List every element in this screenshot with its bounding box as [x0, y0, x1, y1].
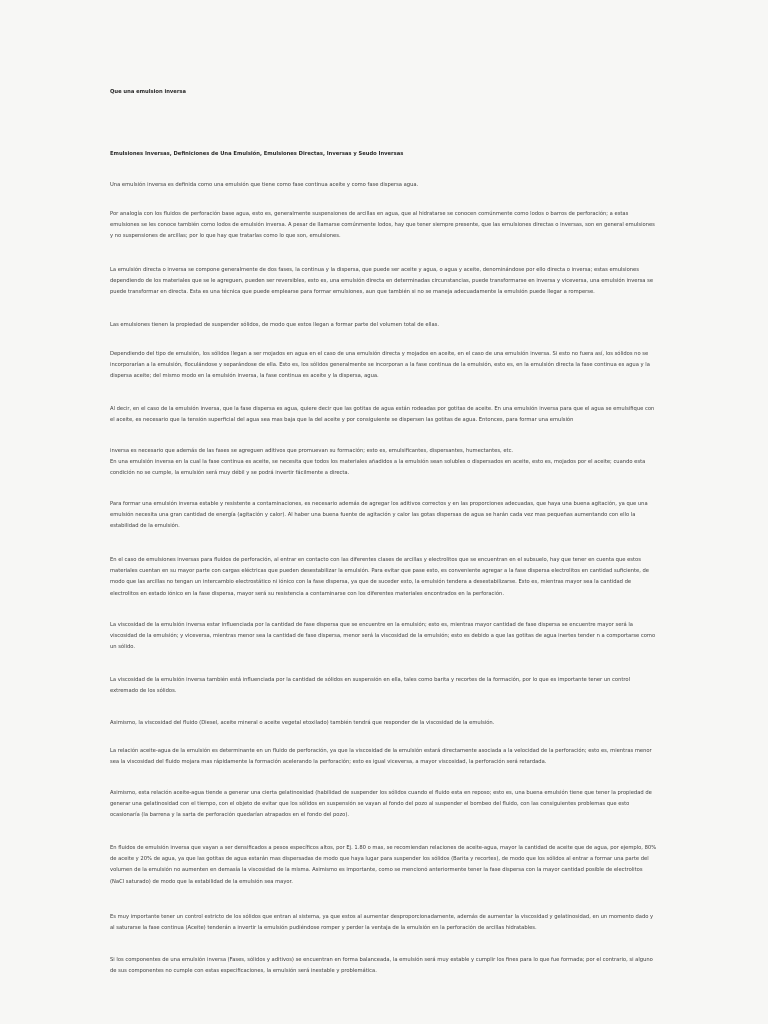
paragraph: Dependiendo del tipo de emulsión, los sólidos llegan a ser mojados en agua en el caso de una emulsión directa y mojados en aceite, en el caso de una emulsión inversa. Si esto no fuera así, los sólidos no se incorporarían a la emulsión, floculándose y separándose de ella. Esto es, los sólidos generalmente se incorporan a la fase continua de la emulsión, esto es, en la emulsión directa la fase continua es agua y la dispersa aceite; del mismo modo en la emulsión inversa, la fase continua es aceite y la dispersa, agua.	[110, 351, 650, 380]
paragraph: Asimismo, la viscosidad del fluido (Diesel, aceite mineral o aceite vegetal etoxilado) también tendrá que responder de la viscosidad de la emulsión.	[110, 720, 495, 726]
paragraph: Por analogía con los fluidos de perforación base agua, esto es, generalmente suspensiones de arcillas en agua, que al hidratarse se conocen comúnmente como lodos o barros de perforación; a estas emulsiones se les conoce también como lodos de emulsión inversa. A pesar de llamarse comúnmente lodos, hay que tener siempre presente, que las emulsiones directas o inversas, son en general emulsiones y no suspensiones de arcillas; por lo que hay que tratarlas como lo que son, emulsiones.	[110, 211, 655, 240]
paragraph: La viscosidad de la emulsión inversa también está influenciada por la cantidad de sólidos en suspensión en ella, tales como barita y recortes de la formación, por lo que es importante tener un control extremado de los sólidos.	[110, 677, 631, 695]
paragraph: En fluidos de emulsión inversa que vayan a ser densificados a pesos específicos altos, por Ej. 1.80 o mas, se recomiendan relaciones de aceite-agua, mayor la cantidad de aceite que de agua, por ejemplo, 80% de aceite y 20% de agua, ya que las gotitas de agua estarán mas dispersadas de modo que haya lugar para suspender los sólidos (Barita y recortes), de modo que los sólidos al entrar a formar una parte del volumen de la emulsión no aumenten en demasía la viscosidad de la misma. Asimismo es importante, como se mencionó anteriormente tener la fase dispersa con la mayor cantidad posible de electrolitos (NaCl saturado) de modo que la estabilidad de la emulsión sea mayor.	[110, 845, 657, 885]
document-heading: Emulsiones Inversas, Definiciones de Una Emulsión, Emulsiones Directas, Inversas y Seudo Inversas	[110, 151, 404, 157]
paragraph: En el caso de emulsiones inversas para fluidos de perforación, al entrar en contacto con las diferentes clases de arcillas y electrolitos que se encuentran en el subsuelo, hay que tener en cuenta que estos materiales cuentan en su mayor parte con cargas eléctricas que pueden desestabilizar la emulsión. Para evitar que pase esto, es conveniente agregar a la fase dispersa electrolitos en cantidad suficiente, de modo que las arcillas no tengan un intercambio electrostático ni iónico con la fase dispersa, ya que de suceder esto, la emulsión tendera a desestabilizarse. Esto es, mientras mayor sea la cantidad de electrolitos en estado iónico en la fase dispersa, mayor será su resistencia a contaminarse con los diferentes materiales encontrados en la perforación.	[110, 557, 649, 597]
paragraph: Si los componentes de una emulsión inversa (Fases, sólidos y aditivos) se encuentran en forma balanceada, la emulsión será muy estable y cumplir los fines para lo que fue formada; por el contrario, si alguno de sus componentes no cumple con estas especificaciones, la emulsión será inestable y problemática.	[110, 957, 653, 975]
paragraph: Es muy importante tener un control estricto de los sólidos que entran al sistema, ya que estos al aumentar desproporcionadamente, además de aumentar la viscosidad y gelatinosidad, en un momento dado y al saturarse la fase continua (Aceite) tenderán a invertir la emulsión pudiéndose romper y perder la ventaja de la emulsión en la perforación de arcillas hidratables.	[110, 914, 654, 932]
paragraph: inversa es necesario que además de las fases se agreguen aditivos que promuevan su formación; esto es, emulsificantes, dispersantes, humectantes, etc. En una emulsión inversa en la cual la fase continua es aceite, se necesita que todos los materiales añadidos a la emulsión sean solubles o dispersados en aceite, esto es, mojados por el aceite; cuando esta condición no se cumple, la emulsión será muy débil y se podrá invertir fácilmente a directa.	[110, 448, 646, 477]
paragraph: Asimismo, esta relación aceite-agua tiende a generar una cierta gelatinosidad (habilidad de suspender los sólidos cuando el fluido esta en reposo; esto es, una buena emulsión tiene que tener la propiedad de generar una gelatinosidad con el tiempo, con el objeto de evitar que los sólidos en suspensión se vayan al fondo del pozo al suspender el bombeo del fluido, con las consiguientes problemas que esto ocasionaría (la barrena y la sarta de perforación quedarían atrapados en el fondo del pozo).	[110, 790, 652, 819]
paragraph: La relación aceite-agua de la emulsión es determinante en un fluido de perforación, ya que la viscosidad de la emulsión estará directamente asociada a la velocidad de la perforación; esto es, mientras menor sea la viscosidad del fluido mojara mas rápidamente la formación acelerando la perforación; esto es igual viceversa, a mayor viscosidad, la perforación será retardada.	[110, 748, 652, 766]
paragraph: Para formar una emulsión inversa estable y resistente a contaminaciones, es necesario además de agregar los aditivos correctos y en las proporciones adecuadas, que haya una buena agitación, ya que una emulsión necesita una gran cantidad de energía (agitación y calor). Al haber una buena fuente de agitación y calor las gotas dispersas de agua se harán cada vez mas pequeñas aumentando con ello la estabilidad de la emulsión.	[110, 501, 648, 530]
paragraph: Al decir, en el caso de la emulsión inversa, que la fase dispersa es agua, quiere decir que las gotitas de agua están rodeadas por gotitas de aceite. En una emulsión inversa para que el agua se emulsifique con el aceite, es necesario que la tensión superficial del agua sea mas baja que la del aceite y por consiguiente se dispersen las gotitas de agua. Entonces, para formar una emulsión	[110, 406, 655, 424]
paragraph: Una emulsión inversa es definida como una emulsión que tiene como fase continua aceite y como fase dispersa agua.	[110, 182, 419, 188]
document-title: Que una emulsion inversa	[110, 89, 186, 95]
paragraph: Las emulsiones tienen la propiedad de suspender sólidos, de modo que estos llegan a formar parte del volumen total de ellas.	[110, 322, 439, 328]
paragraph: La emulsión directa o inversa se compone generalmente de dos fases, la continua y la dispersa, que puede ser aceite y agua, o agua y aceite, denominándose por ello directa o inversa; estas emulsiones dependiendo de los materiales que se le agreguen, pueden ser reversibles, esto es, una emulsión directa en determinadas circunstancias, puede transformarse en inversa y viceversa, una emulsión inversa se puede transformar en directa. Esta es una técnica que puede emplearse para formar emulsiones, aun que también si no se maneja adecuadamente la emulsión puede llegar a romperse.	[110, 267, 654, 296]
paragraph: La viscosidad de la emulsión inversa estar influenciada por la cantidad de fase dispersa que se encuentre en la emulsión; esto es, mientras mayor cantidad de fase dispersa se encuentre mayor será la viscosidad de la emulsión; y viceversa, mientras menor sea la cantidad de fase dispersa, menor será la viscosidad de la emulsión; esto es debido a que las gotitas de agua inertes tender n a comportarse como un sólido.	[110, 622, 656, 651]
